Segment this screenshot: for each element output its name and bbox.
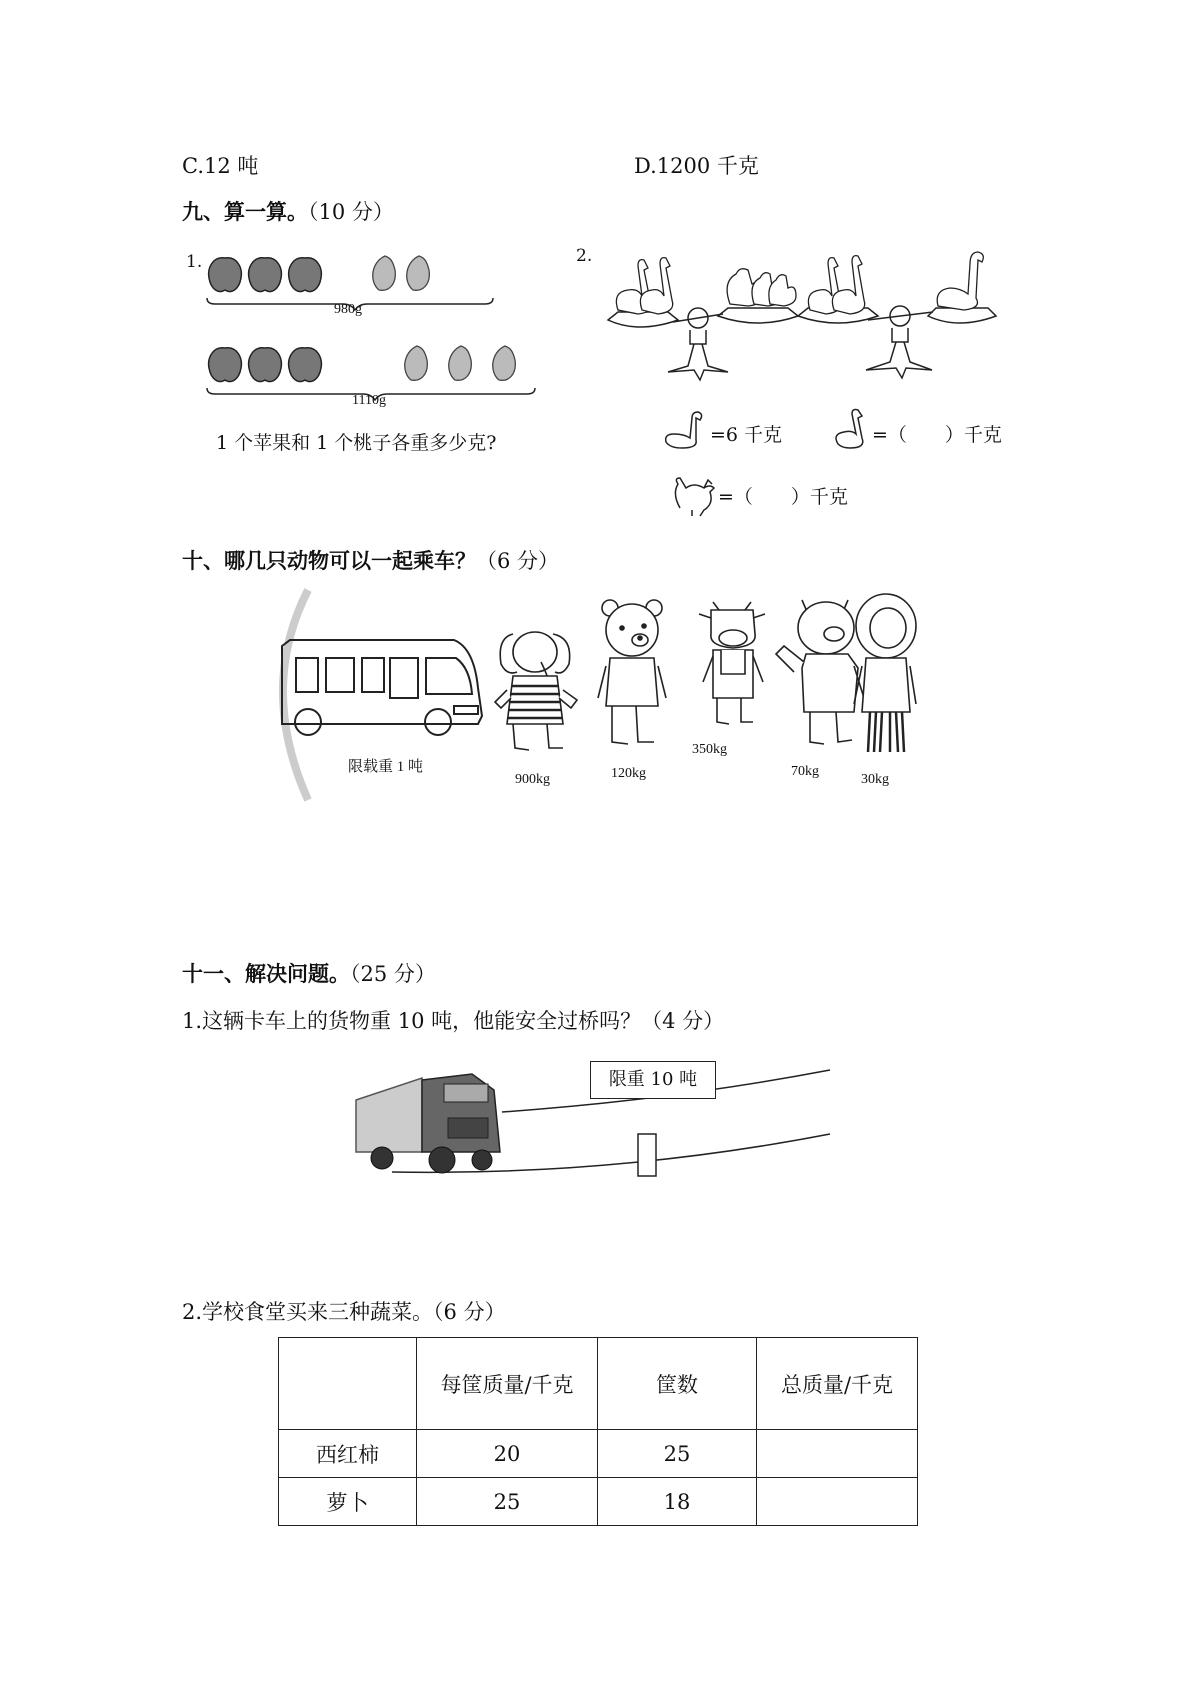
brace2-label: 1110g <box>352 393 386 408</box>
apple-icon <box>209 258 242 292</box>
section11-title: 十一、解决问题。 <box>182 961 350 986</box>
section10-heading <box>182 545 559 575</box>
peach-icon <box>407 256 430 290</box>
option-d: D.1200 千克 <box>634 154 759 178</box>
table-cell: 18 <box>598 1478 757 1526</box>
apple-icon <box>249 348 282 382</box>
q9-1-question: 1 个苹果和 1 个桃子各重多少克? <box>216 432 497 454</box>
vegetable-table <box>278 1337 918 1526</box>
apple-icon <box>249 258 282 292</box>
peach-icon <box>373 256 396 290</box>
eq-swan: =6 千克 <box>710 424 783 446</box>
truck-icon <box>356 1074 500 1173</box>
table-cell: 20 <box>417 1430 598 1478</box>
peach-icon <box>449 346 472 380</box>
bus-load-limit: 限载重 1 吨 <box>348 759 424 775</box>
rooster-icon <box>727 269 796 306</box>
section9-title: 九、算一算。 <box>182 199 308 224</box>
bus-icon <box>282 640 482 735</box>
brace1-label: 980g <box>334 302 362 317</box>
elephant-icon <box>493 628 583 758</box>
pig-weight: 70kg <box>791 764 819 779</box>
lion-icon <box>850 592 920 762</box>
apple-icon <box>289 348 322 382</box>
bear-icon <box>592 596 676 756</box>
eq-rooster: =（ ）千克 <box>718 486 848 508</box>
cow-weight: 350kg <box>692 742 727 757</box>
eq-goose: =（ ）千克 <box>872 424 1002 446</box>
apple-icon <box>289 258 322 292</box>
table-cell: 25 <box>417 1478 598 1526</box>
q9-2-number: 2. <box>576 246 593 266</box>
table-cell: 萝卜 <box>279 1478 417 1526</box>
section9-points: （10 分） <box>308 200 394 224</box>
table-header-cell: 筐数 <box>598 1338 757 1430</box>
peach-icon <box>493 346 516 380</box>
option-c: C.12 吨 <box>182 154 259 178</box>
bridge-weight-sign: 限重 10 吨 <box>590 1061 716 1099</box>
swan-icon <box>662 412 710 452</box>
lion-weight: 30kg <box>861 772 889 787</box>
q9-1-number: 1. <box>186 252 203 272</box>
q11-2-text: 2.学校食堂买来三种蔬菜。（6 分） <box>182 1300 506 1324</box>
rooster-icon <box>670 474 722 518</box>
balance-scales-figure <box>598 238 1028 388</box>
section10-points: （6 分） <box>476 549 560 573</box>
goose-icon <box>832 408 876 452</box>
table-header-cell: 每筐质量/千克 <box>417 1338 598 1430</box>
section9-heading <box>182 196 394 226</box>
section10-title: 十、哪几只动物可以一起乘车？ <box>182 548 476 573</box>
swan-icon <box>937 252 983 310</box>
table-header-cell <box>279 1338 417 1430</box>
goose-icon <box>616 258 672 314</box>
table-row <box>279 1478 918 1526</box>
table-header-cell: 总质量/千克 <box>757 1338 918 1430</box>
table-row <box>279 1430 918 1478</box>
table-cell: 西红柿 <box>279 1430 417 1478</box>
elephant-weight: 900kg <box>515 772 550 787</box>
table-header-row <box>279 1338 918 1430</box>
q11-1-text: 1.这辆卡车上的货物重 10 吨，他能安全过桥吗？（4 分） <box>182 1009 725 1033</box>
section11-heading <box>182 958 436 988</box>
section11-points: （25 分） <box>350 962 436 986</box>
peach-icon <box>405 346 428 380</box>
goose-icon <box>808 256 864 314</box>
table-cell <box>757 1478 918 1526</box>
table-cell <box>757 1430 918 1478</box>
table-cell: 25 <box>598 1430 757 1478</box>
apple-icon <box>209 348 242 382</box>
cow-icon <box>693 594 773 734</box>
bear-weight: 120kg <box>611 766 646 781</box>
